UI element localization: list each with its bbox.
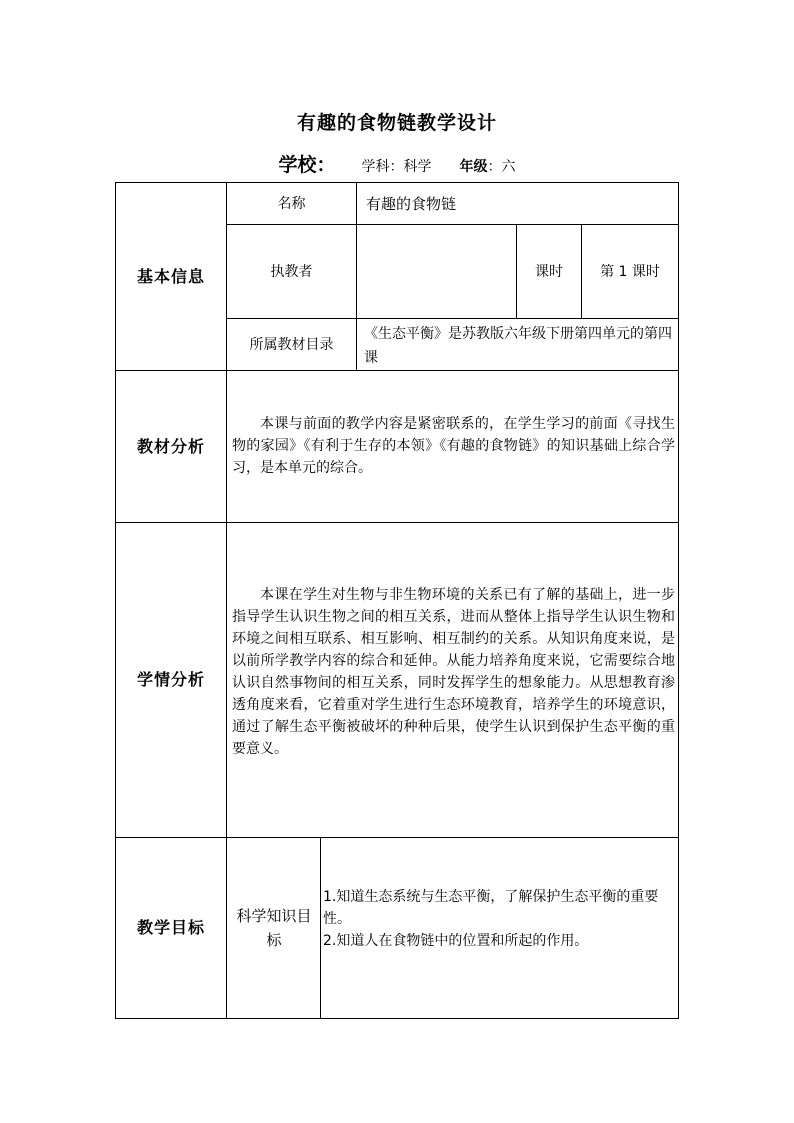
- basic-info-label: 基本信息: [136, 266, 205, 286]
- table-rule: [356, 182, 357, 370]
- table-rule: [320, 837, 321, 1018]
- grade-label: 年级: [459, 159, 488, 175]
- subject-text: 学科：科学: [361, 159, 432, 175]
- catalog-label: 所属教材目录: [249, 336, 334, 353]
- teaching-goals-label: 教学目标: [136, 918, 205, 937]
- grade-value: ：六: [487, 159, 516, 175]
- goal-item-1: 1.知道生态系统与生态平衡，了解保护生态平衡的重要性。: [323, 889, 659, 927]
- table-border-right: [678, 182, 679, 1019]
- school-label: 学校：: [278, 154, 336, 176]
- table-border-bottom: [115, 1018, 679, 1019]
- material-analysis-label: 教材分析: [136, 436, 205, 456]
- learner-analysis-label: 学情分析: [136, 670, 205, 689]
- learner-analysis-text: 本课在学生对生物与非生物环境的关系已有了解的基础上，进一步指导学生认识生物之间的相互关系，进而从整体上指导学生认识生物和环境之间相互联系、相互影响、相互制约的关系。从知识角度来说，是以前所学教学内容的综合和延伸。从能力培养角度来说，它需要综合地认识自然事物间的相互关系，同时发挥学生的想象能力。从思想教育渗透角度来看，它着重对学生进行生态环境教育，培养学生的环境意识，通过了解生态平衡被破坏的种种后果，使学生认识到保护生态平衡的重要意义。: [232, 587, 675, 757]
- teacher-label: 执教者: [270, 263, 313, 280]
- document-title: 有趣的食物链教学设计: [296, 112, 497, 134]
- catalog-value: 《生态平衡》是苏教版六年级下册第四单元的第四课: [364, 326, 672, 366]
- name-label: 名称: [277, 195, 306, 212]
- name-value: 有趣的食物链: [366, 195, 457, 213]
- knowledge-goal-list: [323, 886, 677, 952]
- goal-item-2: 2.知道人在食物链中的位置和所起的作用。: [323, 933, 589, 949]
- knowledge-goal-label: 科学知识目标: [236, 907, 312, 949]
- period-value: 第 1 课时: [600, 263, 660, 280]
- period-label: 课时: [535, 263, 563, 280]
- material-analysis-text: 本课与前面的教学内容是紧密联系的，在学生学习的前面《寻找生物的家园》《有利于生存的本领》《有趣的食物链》的知识基础上综合学习，是本单元的综合。: [232, 416, 675, 476]
